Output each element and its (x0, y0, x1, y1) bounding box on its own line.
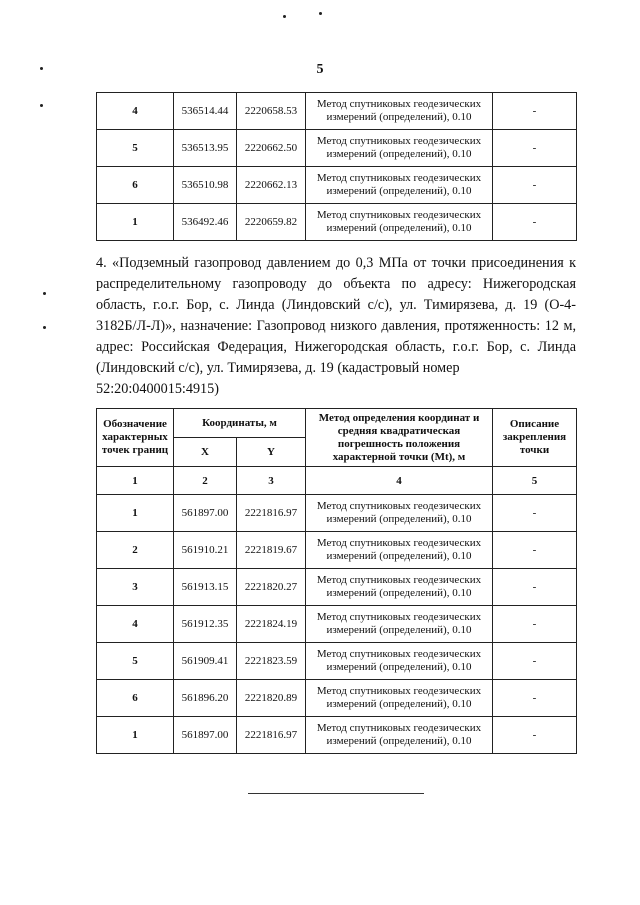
table-row (97, 130, 577, 167)
column-number: 2 (174, 467, 237, 495)
y-cell: 2221819.67 (237, 532, 306, 569)
x-cell: 536514.44 (174, 93, 237, 130)
method-cell: Метод спутниковых геодезических измерений (определений), 0.10 (306, 680, 493, 717)
point-cell: 5 (97, 130, 174, 167)
y-cell: 2220658.53 (237, 93, 306, 130)
description-cell: - (493, 495, 577, 532)
column-number: 1 (97, 467, 174, 495)
y-cell: 2220662.50 (237, 130, 306, 167)
scan-speck (319, 12, 322, 15)
header-coordinates: Координаты, м (174, 409, 306, 438)
x-cell: 536510.98 (174, 167, 237, 204)
y-cell: 2221820.89 (237, 680, 306, 717)
y-cell: 2221820.27 (237, 569, 306, 606)
scan-speck (43, 326, 46, 329)
point-cell: 4 (97, 93, 174, 130)
method-cell: Метод спутниковых геодезических измерений (определений), 0.10 (306, 643, 493, 680)
point-cell: 3 (97, 569, 174, 606)
y-cell: 2221816.97 (237, 495, 306, 532)
method-cell: Метод спутниковых геодезических измерений (определений), 0.10 (306, 204, 493, 241)
description-cell: - (493, 680, 577, 717)
point-cell: 6 (97, 680, 174, 717)
x-cell: 561897.00 (174, 717, 237, 754)
x-cell: 536492.46 (174, 204, 237, 241)
method-cell: Метод спутниковых геодезических измерений (определений), 0.10 (306, 93, 493, 130)
x-cell: 561897.00 (174, 495, 237, 532)
method-cell: Метод спутниковых геодезических измерений (определений), 0.10 (306, 532, 493, 569)
point-cell: 4 (97, 606, 174, 643)
description-cell: - (493, 532, 577, 569)
description-cell: - (493, 204, 577, 241)
y-cell: 2221824.19 (237, 606, 306, 643)
description-cell: - (493, 167, 577, 204)
x-cell: 536513.95 (174, 130, 237, 167)
header-method: Метод определения координат и средняя квадратическая погрешность положения характерной точки (Mt), м (306, 409, 493, 467)
table-row (97, 93, 577, 130)
method-cell: Метод спутниковых геодезических измерений (определений), 0.10 (306, 569, 493, 606)
point-cell: 5 (97, 643, 174, 680)
coordinates-table-continued (96, 92, 577, 241)
header-description: Описание закрепления точки (493, 409, 577, 467)
description-cell: - (493, 569, 577, 606)
point-cell: 2 (97, 532, 174, 569)
method-cell: Метод спутниковых геодезических измерений (определений), 0.10 (306, 495, 493, 532)
point-cell: 1 (97, 495, 174, 532)
scan-speck (40, 104, 43, 107)
section-cadastral-number: 52:20:0400015:4915) (96, 381, 219, 397)
table-row (97, 717, 577, 754)
point-cell: 6 (97, 167, 174, 204)
scan-speck (283, 15, 286, 18)
table-row (97, 167, 577, 204)
column-number: 5 (493, 467, 577, 495)
method-cell: Метод спутниковых геодезических измерений (определений), 0.10 (306, 167, 493, 204)
method-cell: Метод спутниковых геодезических измерений (определений), 0.10 (306, 717, 493, 754)
description-cell: - (493, 717, 577, 754)
y-cell: 2221816.97 (237, 717, 306, 754)
point-cell: 1 (97, 204, 174, 241)
coordinates-table-body (97, 93, 577, 241)
table-row (97, 495, 577, 532)
x-cell: 561909.41 (174, 643, 237, 680)
table-row (97, 569, 577, 606)
x-cell: 561896.20 (174, 680, 237, 717)
table-row (97, 643, 577, 680)
column-number: 4 (306, 467, 493, 495)
table-row (97, 606, 577, 643)
column-number: 3 (237, 467, 306, 495)
method-cell: Метод спутниковых геодезических измерений (определений), 0.10 (306, 130, 493, 167)
description-cell: - (493, 643, 577, 680)
section-paragraph (96, 253, 576, 400)
footer-divider (248, 793, 424, 794)
header-x: X (174, 438, 237, 467)
scan-speck (43, 292, 46, 295)
x-cell: 561913.15 (174, 569, 237, 606)
description-cell: - (493, 606, 577, 643)
table-row (97, 680, 577, 717)
header-y: Y (237, 438, 306, 467)
coordinates-table-body (97, 495, 577, 754)
method-cell: Метод спутниковых геодезических измерений (определений), 0.10 (306, 606, 493, 643)
x-cell: 561912.35 (174, 606, 237, 643)
section-text: 4. «Подземный газопровод давлением до 0,3 МПа от точки присоединения к распределительному газопроводу до объекта по адресу: Нижегородская область, г.о.г. Бор, с. Линда (Линдовский с/с), ул. Тимирязева, д. 19 (О-4-3182Б/Л-Л)», назначение: Газопровод низкого давления, протяженность: 12 м, адрес: Российская Федерация, Нижегородская область, г.о.г. Бор, с. Линда (Линдовский с/с), ул. Тимирязева, д. 19 (кадастровый номер (96, 255, 576, 376)
y-cell: 2220659.82 (237, 204, 306, 241)
description-cell: - (493, 93, 577, 130)
y-cell: 2221823.59 (237, 643, 306, 680)
x-cell: 561910.21 (174, 532, 237, 569)
description-cell: - (493, 130, 577, 167)
y-cell: 2220662.13 (237, 167, 306, 204)
table-row (97, 204, 577, 241)
coordinates-table (96, 408, 577, 754)
page-number: 5 (316, 62, 324, 77)
table-row (97, 532, 577, 569)
header-designation: Обозначение характерных точек границ (97, 409, 174, 467)
point-cell: 1 (97, 717, 174, 754)
